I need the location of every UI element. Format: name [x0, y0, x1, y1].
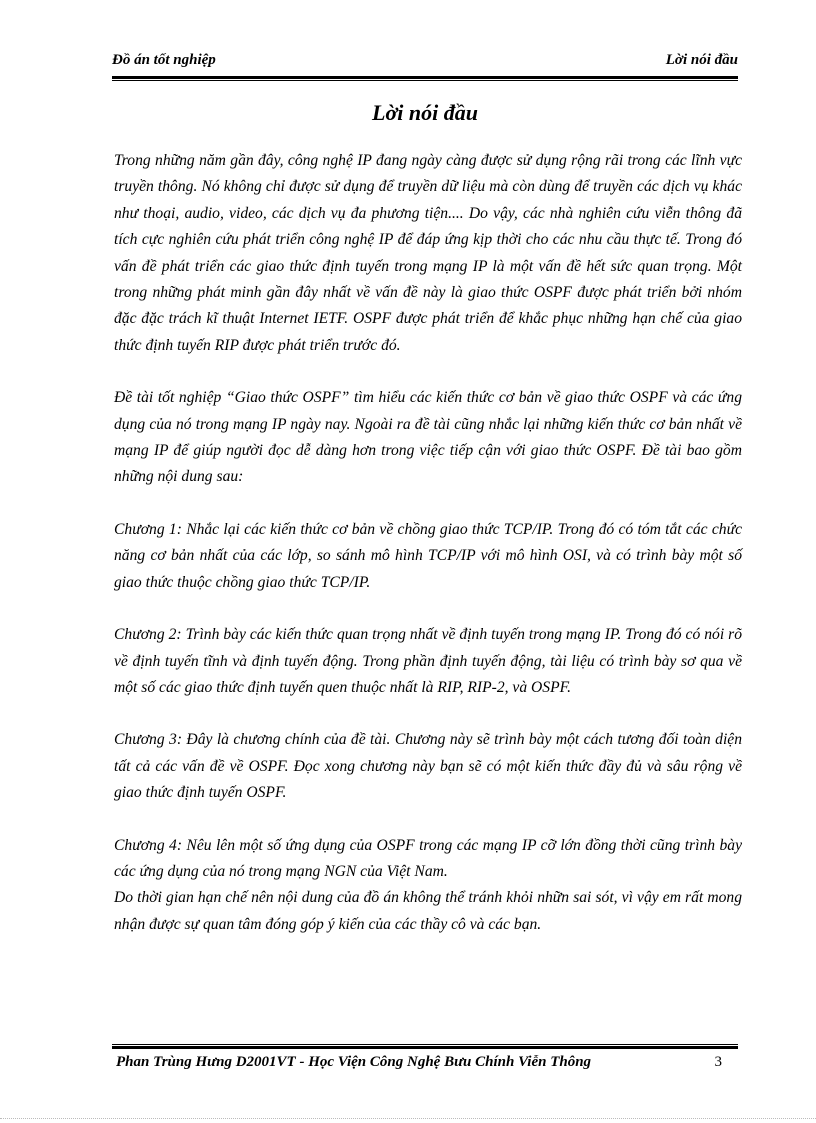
header-right-text: Lời nói đầu [665, 52, 738, 68]
page-header [112, 52, 738, 69]
page-break-line [0, 1118, 816, 1119]
page-footer [116, 1054, 722, 1071]
paragraph-closing: Do thời gian hạn chế nên nội dung của đồ án không thể tránh khỏi nhữn sai sót, vì vậy em rất mong nhận được sự quan tâm đóng góp ý kiến của các thầy cô và các bạn. [114, 889, 742, 933]
paragraph-chapter-2: Chương 2: Trình bày các kiến thức quan trọng nhất về định tuyến trong mạng IP. Trong đó có nói rõ về định tuyến tĩnh và định tuyến động. Trong phần định tuyến động, tài liệu có trình bày sơ qua về một số các giao thức định tuyến quen thuộc nhất là RIP, RIP-2, và OSPF. [114, 626, 742, 696]
footer-divider [112, 1044, 738, 1049]
paragraph-topic: Đề tài tốt nghiệp “Giao thức OSPF” tìm hiểu các kiến thức cơ bản về giao thức OSPF và các ứng dụng của nó trong mạng IP ngày nay. Ngoài ra đề tài cũng nhắc lại những kiến thức cơ bản nhất về mạng IP để giúp người đọc dễ dàng hơn trong việc tiếp cận với giao thức OSPF. Đề tài bao gồm những nội dung sau: [114, 389, 742, 486]
paragraph-intro: Trong những năm gần đây, công nghệ IP đang ngày càng được sử dụng rộng rãi trong các lĩnh vực truyền thông. Nó không chỉ được sử dụng để truyền dữ liệu mà còn dùng để truyền các dịch vụ khác như thoại, audio, video, các dịch vụ đa phương tiện.... Do vậy, các nhà nghiên cứu viễn thông đã tích cực nghiên cứu phát triển công nghệ IP để đáp ứng kịp thời cho các nhu cầu thực tế. Trong đó vấn đề phát triển các giao thức định tuyến trong mạng IP là một vấn đề hết sức quan trọng. Một trong những phát minh gần đây nhất về vấn đề này là giao thức OSPF được phát triển bởi nhóm đặc đặc trách kĩ thuật Internet IETF. OSPF được phát triển để khắc phục những hạn chế của giao thức định tuyến RIP được phát triển trước đó. [114, 152, 742, 354]
page-title: Lời nói đầu [372, 100, 478, 125]
document-body [114, 148, 742, 964]
footer-author: Phan Trùng Hưng D2001VT - Học Viện Công Nghệ Bưu Chính Viễn Thông [116, 1054, 592, 1070]
header-left-text: Đồ án tốt nghiệp [112, 52, 216, 68]
paragraph-chapter-1: Chương 1: Nhắc lại các kiến thức cơ bản về chồng giao thức TCP/IP. Trong đó có tóm tắt các chức năng cơ bản nhất của các lớp, so sánh mô hình TCP/IP với mô hình OSI, và có trình bày một số giao thức thuộc chồng giao thức TCP/IP. [114, 520, 742, 591]
page-number: 3 [714, 1054, 722, 1070]
paragraph-chapter-4: Chương 4: Nêu lên một số ứng dụng của OSPF trong các mạng IP cỡ lớn đồng thời cũng trình bày các ứng dụng của nó trong mạng NGN của Việt Nam. [114, 836, 742, 880]
paragraph-chapter-3: Chương 3: Đây là chương chính của đề tài. Chương này sẽ trình bày một cách tương đối toàn diện tất cả các vấn đề về OSPF. Đọc xong chương này bạn sẽ có một kiến thức đầy đủ và sâu rộng về giao thức định tuyến OSPF. [114, 731, 742, 802]
header-divider [112, 76, 738, 81]
